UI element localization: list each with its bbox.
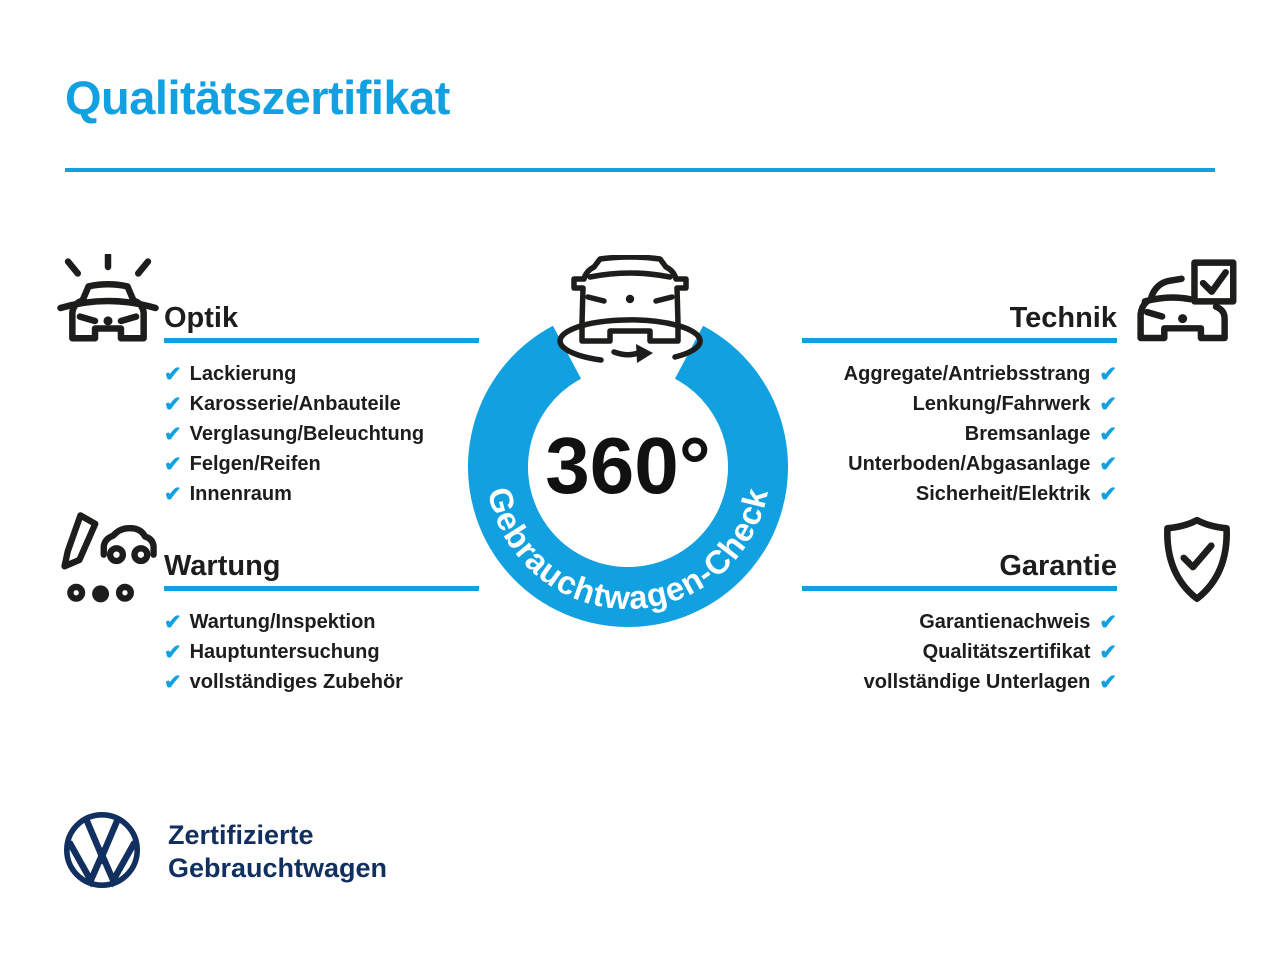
checklist-item-label: Lenkung/Fahrwerk	[912, 392, 1091, 415]
check-icon: ✔	[1099, 610, 1117, 634]
checklist-item	[802, 479, 1117, 509]
section-technik	[802, 300, 1117, 509]
page-title: Qualitätszertifikat	[65, 71, 450, 124]
checklist-item-label: Aggregate/Antriebsstrang	[843, 362, 1091, 385]
check-icon: ✔	[164, 610, 182, 634]
section-technik-divider	[802, 338, 1117, 343]
360-check-badge	[448, 255, 808, 655]
checklist-item	[164, 479, 479, 509]
optik-checklist	[164, 359, 479, 509]
checklist-item	[802, 449, 1117, 479]
check-icon: ✔	[164, 362, 182, 386]
checklist-item-label: vollständige Unterlagen	[863, 670, 1091, 693]
checklist-item	[164, 359, 479, 389]
degrees-label: 360°	[545, 421, 711, 510]
section-optik	[164, 300, 479, 509]
checklist-item-label: Felgen/Reifen	[189, 452, 321, 475]
technik-checklist	[802, 359, 1117, 509]
section-optik-heading: Optik	[164, 302, 239, 334]
checklist-item	[164, 389, 479, 419]
garantie-checklist	[802, 607, 1117, 697]
check-icon: ✔	[1099, 640, 1117, 664]
checklist-item	[802, 667, 1117, 697]
checklist-item-label: vollständiges Zubehör	[189, 670, 403, 693]
checklist-item-label: Verglasung/Beleuchtung	[189, 422, 425, 445]
checklist-item	[164, 637, 479, 667]
section-wartung	[164, 548, 479, 697]
section-garantie	[802, 548, 1117, 697]
checklist-item-label: Wartung/Inspektion	[189, 610, 376, 633]
check-icon: ✔	[164, 392, 182, 416]
section-optik-divider	[164, 338, 479, 343]
checklist-item-label: Bremsanlage	[964, 422, 1091, 445]
section-wartung-divider	[164, 586, 479, 591]
check-icon: ✔	[164, 640, 182, 664]
checklist-item	[164, 667, 479, 697]
checklist-item	[164, 607, 479, 637]
check-icon: ✔	[1099, 362, 1117, 386]
checklist-item-label: Unterboden/Abgasanlage	[848, 452, 1091, 475]
checklist-item	[802, 637, 1117, 667]
section-garantie-heading: Garantie	[999, 550, 1117, 582]
section-wartung-heading: Wartung	[164, 550, 281, 582]
check-icon: ✔	[164, 670, 182, 694]
checklist-item	[802, 419, 1117, 449]
check-icon: ✔	[1099, 452, 1117, 476]
section-technik-heading: Technik	[1009, 302, 1117, 334]
checklist-item-label: Qualitätszertifikat	[922, 640, 1091, 663]
check-icon: ✔	[1099, 670, 1117, 694]
checklist-item-label: Lackierung	[189, 362, 297, 385]
checklist-item-label: Hauptuntersuchung	[189, 640, 380, 663]
shield-check-icon	[1146, 512, 1248, 614]
checklist-item-label: Sicherheit/Elektrik	[915, 482, 1091, 505]
checklist-item	[802, 359, 1117, 389]
section-garantie-divider	[802, 586, 1117, 591]
check-icon: ✔	[164, 422, 182, 446]
car-360-rotation-icon	[560, 257, 700, 363]
checklist-item	[802, 607, 1117, 637]
wartung-checklist	[164, 607, 479, 697]
check-icon: ✔	[164, 482, 182, 506]
brand-claim-line1: Zertifizierte	[168, 820, 314, 850]
ring-label: Gebrauchtwagen-Check	[480, 483, 776, 617]
pencil-car-service-icon	[55, 508, 161, 614]
check-icon: ✔	[164, 452, 182, 476]
vw-logo	[62, 810, 142, 890]
check-icon: ✔	[1099, 422, 1117, 446]
checklist-item-label: Innenraum	[189, 482, 292, 505]
title-divider	[65, 168, 1215, 172]
checklist-item-label: Karosserie/Anbauteile	[189, 392, 401, 415]
checklist-item-label: Garantienachweis	[919, 610, 1091, 633]
checklist-item	[164, 449, 479, 479]
check-icon: ✔	[1099, 482, 1117, 506]
brand-claim	[168, 819, 387, 885]
car-checkbox-icon	[1132, 256, 1244, 364]
checklist-item	[164, 419, 479, 449]
brand-claim-line2: Gebrauchtwagen	[168, 853, 388, 883]
checklist-item	[802, 389, 1117, 419]
car-shine-icon	[54, 254, 162, 362]
check-icon: ✔	[1099, 392, 1117, 416]
